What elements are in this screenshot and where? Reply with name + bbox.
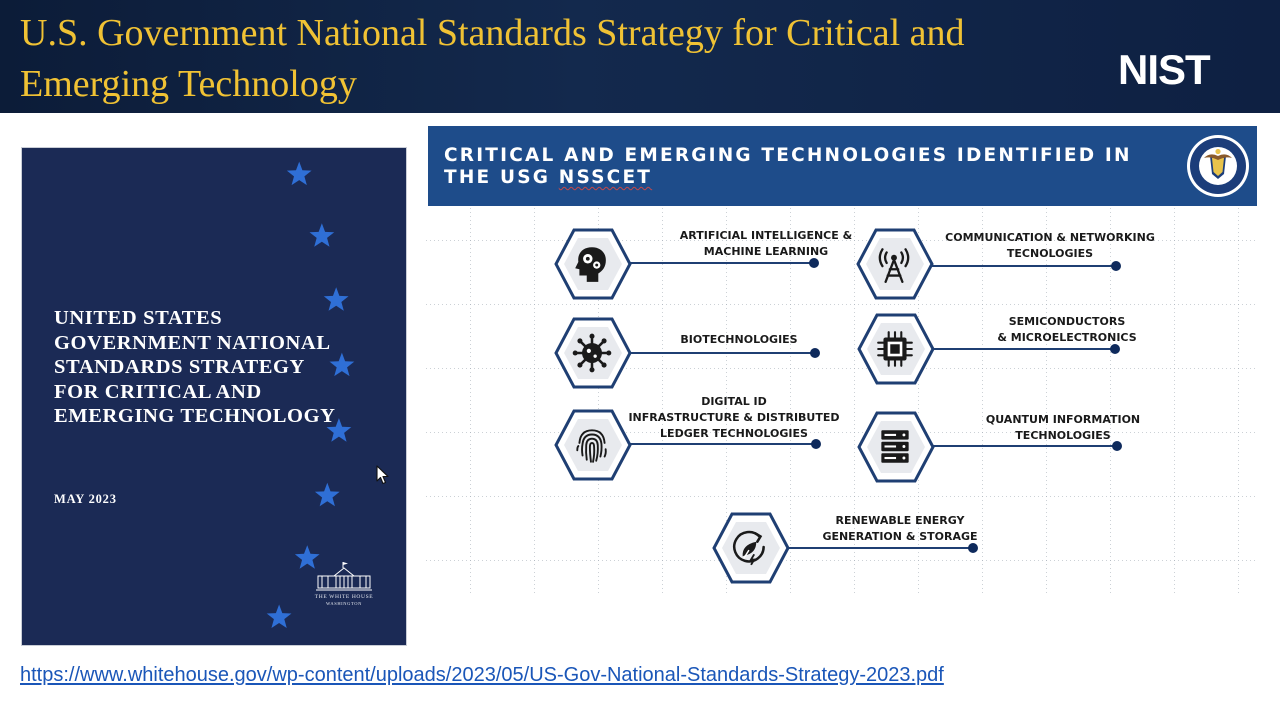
infographic-title-main: CRITICAL AND EMERGING TECHNOLOGIES IDENTIFIED IN THE USG: [444, 145, 1132, 188]
cover-star: [315, 483, 340, 507]
tech-item-semiconductors: [857, 312, 1137, 386]
tech-item-renewable-energy: [712, 511, 982, 585]
infographic-title: [444, 145, 1164, 189]
tech-label-communication-networking: COMMUNICATION & NETWORKING TECNOLOGIES: [945, 231, 1155, 260]
connector-line: [788, 547, 970, 549]
tech-label-renewable-energy: RENEWABLE ENERGY GENERATION & STORAGE: [822, 514, 978, 543]
tech-label-digital-id: DIGITAL ID INFRASTRUCTURE & DISTRIBUTED LEDGER TECHNOLOGIES: [628, 395, 840, 440]
connector-dot: [1111, 261, 1121, 271]
publisher-name: THE WHITE HOUSE: [314, 594, 374, 600]
slide-title: U.S. Government National Standards Strategy for Critical and Emerging Technology: [20, 12, 965, 105]
tech-label-biotechnologies: BIOTECHNOLOGIES: [680, 333, 798, 346]
virus-icon: [571, 332, 613, 374]
connector-line: [630, 262, 816, 264]
nist-logo-text: NIST: [1118, 46, 1210, 92]
cover-star: [287, 162, 312, 186]
tech-item-quantum-information: [857, 410, 1141, 484]
mouse-cursor-icon: [376, 465, 389, 485]
connector-dot: [810, 348, 820, 358]
connector-line: [933, 445, 1115, 447]
microchip-icon: [874, 328, 916, 370]
technologies-infographic: [426, 124, 1257, 596]
tech-item-communication-networking: [856, 227, 1155, 301]
connector-line: [630, 352, 816, 354]
connector-line: [933, 348, 1113, 350]
infographic-title-acronym: NSSCET: [558, 167, 653, 188]
cover-title: UNITED STATES GOVERNMENT NATIONAL STANDARDS STRATEGY FOR CRITICAL AND EMERGING TECHNOLOGY: [54, 307, 336, 428]
tech-item-biotechnologies: [554, 316, 824, 390]
server-stack-icon: [874, 426, 916, 468]
white-house-caption: [294, 594, 394, 606]
eco-energy-icon: [729, 527, 771, 569]
tech-item-ai-ml: [554, 227, 853, 301]
publisher-location: WASHINGTON: [326, 601, 362, 606]
tech-item-digital-id: [554, 395, 840, 482]
cover-star: [267, 604, 292, 628]
nist-logo: [1118, 44, 1244, 92]
infographic-header: [428, 126, 1257, 206]
strategy-cover: [22, 148, 406, 645]
brain-gears-icon: [571, 243, 613, 285]
cover-date: MAY 2023: [54, 492, 117, 506]
department-of-commerce-seal-icon: [1186, 134, 1250, 198]
slide-header: [0, 0, 1280, 113]
antenna-tower-icon: [873, 243, 915, 285]
tech-label-semiconductors: SEMICONDUCTORS & MICROELECTRONICS: [997, 315, 1137, 344]
cover-star: [310, 223, 335, 247]
fingerprint-icon: [571, 424, 613, 466]
connector-line: [932, 265, 1114, 267]
strategy-pdf-link[interactable]: https://www.whitehouse.gov/wp-content/uploads/2023/05/US-Gov-National-Standards-Strategy-2023.pdf: [20, 664, 944, 686]
connector-line: [630, 443, 818, 445]
tech-label-quantum-information: QUANTUM INFORMATION TECHNOLOGIES: [985, 413, 1141, 442]
tech-label-ai-ml: ARTIFICIAL INTELLIGENCE & MACHINE LEARNING: [679, 229, 853, 258]
